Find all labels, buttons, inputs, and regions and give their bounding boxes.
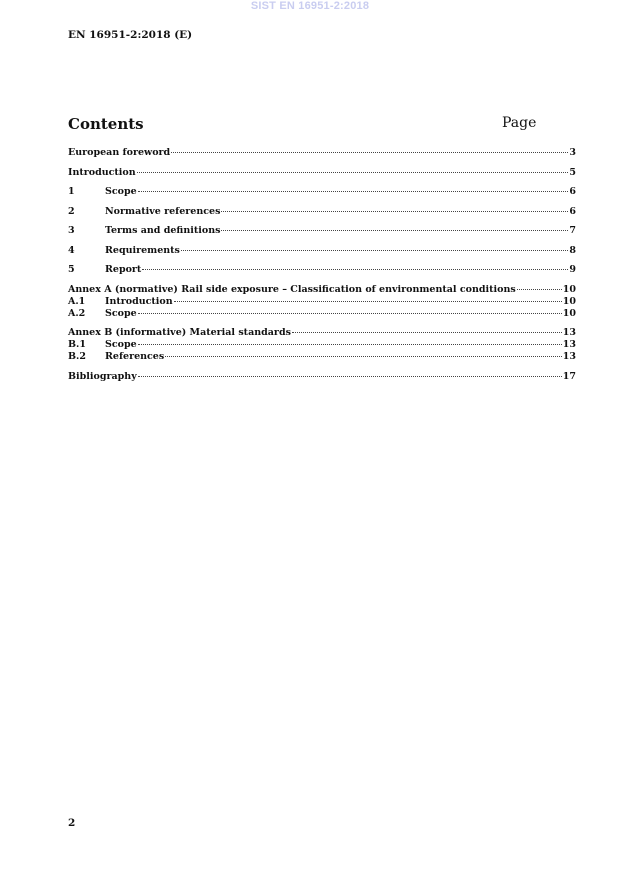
toc-entry-label: Terms and definitions bbox=[105, 225, 221, 236]
toc-entry-number: B.2 bbox=[68, 351, 86, 362]
toc-entry-page: 9 bbox=[569, 264, 576, 275]
toc-entry-number: 5 bbox=[68, 264, 75, 275]
toc-entry[interactable] bbox=[68, 296, 576, 308]
toc-entry-label: References bbox=[105, 351, 165, 362]
leader-dots bbox=[138, 191, 569, 192]
toc-entry[interactable] bbox=[68, 245, 576, 257]
leader-dots bbox=[517, 289, 562, 290]
toc-entry-number: 3 bbox=[68, 225, 75, 236]
toc-entry[interactable] bbox=[68, 186, 576, 198]
toc-entry-label: Normative references bbox=[105, 205, 221, 217]
toc-entry-label: Bibliography bbox=[68, 370, 137, 382]
toc-entry-page: 13 bbox=[562, 327, 576, 338]
leader-dots bbox=[142, 269, 568, 270]
watermark: SIST EN 16951-2:2018 bbox=[250, 0, 370, 12]
leader-dots bbox=[138, 313, 562, 314]
leader-dots bbox=[221, 211, 568, 212]
leader-dots bbox=[138, 344, 562, 345]
toc-entry-label: Annex A (normative) Rail side exposure – Classification of environmental conditions bbox=[68, 283, 516, 295]
toc-entry[interactable] bbox=[68, 351, 576, 363]
toc-entry-number: 2 bbox=[68, 205, 75, 217]
toc-entry-label: Scope bbox=[105, 339, 137, 350]
document-id: EN 16951-2:2018 (E) bbox=[68, 29, 193, 41]
toc-entry-page: 7 bbox=[569, 225, 576, 236]
toc-entry-page: 6 bbox=[569, 186, 576, 197]
toc-entry-label: Requirements bbox=[105, 244, 180, 256]
leader-dots bbox=[171, 152, 568, 153]
toc-entry-page: 13 bbox=[562, 351, 576, 362]
toc-entry-page: 10 bbox=[562, 307, 576, 319]
toc-entry-label: Annex B (informative) Material standards bbox=[68, 327, 291, 338]
contents-title: Contents bbox=[68, 115, 144, 133]
toc-entry-label: Introduction bbox=[105, 295, 173, 307]
toc-entry-label: Scope bbox=[105, 186, 137, 197]
page-number: 2 bbox=[68, 817, 76, 829]
toc-entry-number: 1 bbox=[68, 186, 75, 197]
toc-entry[interactable] bbox=[68, 284, 576, 296]
leader-dots bbox=[292, 332, 562, 333]
toc-entry[interactable] bbox=[68, 167, 576, 179]
leader-dots bbox=[221, 230, 568, 231]
leader-dots bbox=[165, 356, 562, 357]
toc-entry-page: 10 bbox=[562, 283, 576, 295]
toc-entry-page: 13 bbox=[562, 339, 576, 350]
table-of-contents bbox=[68, 147, 576, 390]
toc-entry-page: 8 bbox=[569, 244, 576, 256]
page-column-label: Page bbox=[502, 115, 537, 131]
leader-dots bbox=[174, 301, 562, 302]
toc-entry-number: A.2 bbox=[68, 307, 86, 319]
toc-entry[interactable] bbox=[68, 339, 576, 351]
leader-dots bbox=[138, 376, 562, 377]
toc-entry-label: Introduction bbox=[68, 166, 136, 178]
toc-entry[interactable] bbox=[68, 225, 576, 237]
toc-entry[interactable] bbox=[68, 264, 576, 276]
toc-entry[interactable] bbox=[68, 327, 576, 339]
toc-entry-number: B.1 bbox=[68, 339, 86, 350]
toc-entry-number: 4 bbox=[68, 244, 75, 256]
toc-entry-label: European foreword bbox=[68, 147, 171, 158]
toc-entry[interactable] bbox=[68, 206, 576, 218]
toc-entry-label: Scope bbox=[105, 307, 137, 319]
leader-dots bbox=[137, 172, 569, 173]
toc-entry-page: 10 bbox=[562, 295, 576, 307]
toc-entry-page: 3 bbox=[569, 147, 576, 158]
leader-dots bbox=[181, 250, 568, 251]
toc-entry-page: 6 bbox=[569, 205, 576, 217]
toc-entry[interactable] bbox=[68, 308, 576, 320]
toc-entry[interactable] bbox=[68, 147, 576, 159]
toc-entry-label: Report bbox=[105, 264, 142, 275]
toc-entry-page: 17 bbox=[562, 370, 576, 382]
toc-entry[interactable] bbox=[68, 371, 576, 383]
toc-entry-page: 5 bbox=[569, 166, 576, 178]
toc-entry-number: A.1 bbox=[68, 295, 86, 307]
